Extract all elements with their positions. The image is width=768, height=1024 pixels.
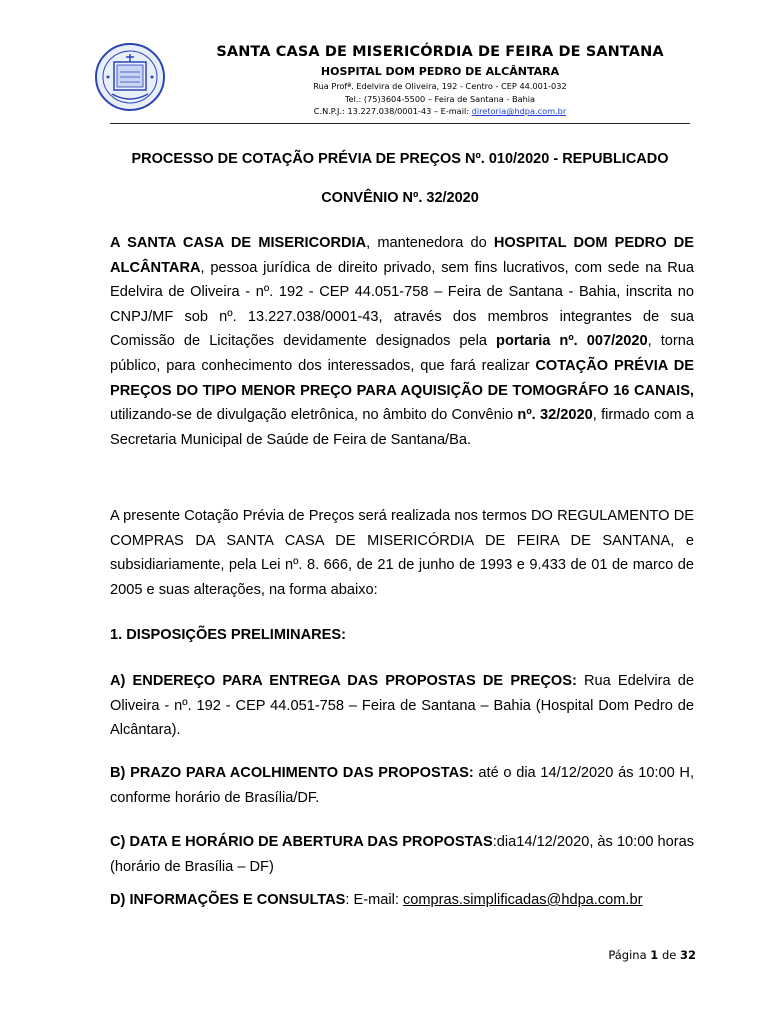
intro-bold-portaria: portaria nº. 007/2020 — [496, 333, 648, 350]
item-a-paragraph — [110, 669, 694, 743]
item-c-paragraph — [110, 830, 694, 879]
page-of: de — [658, 948, 680, 962]
hospital-seal-logo — [94, 42, 166, 112]
intro-text-2: , pessoa jurídica de direito privado, sem fins lucrativos, com sede na Rua Edelvira de Oliveira - nº. 192 - CEP 44.051-758 – Feira de Santana - Bahia, inscrita no CNPJ/MF sob nº. 13.227.038/0001-43, através dos membros integrantes de sua Comissão de Licitações devidamente designados pela — [110, 259, 694, 350]
intro-text-1: , mantenedora do — [366, 235, 494, 251]
item-c-label: C) DATA E HORÁRIO DE ABERTURA DAS PROPOSTAS — [110, 834, 493, 850]
item-c-text: :dia14/12/2020, às 10:00 horas (horário de Brasília – DF) — [110, 834, 695, 875]
institution-name: SANTA CASA DE MISERICÓRDIA DE FEIRA DE SANTANA — [216, 44, 664, 60]
letterhead-phone: Tel.: (75)3604-5500 – Feira de Santana - Bahia — [344, 94, 536, 104]
item-a-label: A) ENDEREÇO PARA ENTREGA DAS PROPOSTAS DE PREÇOS: — [110, 673, 577, 689]
intro-bold-hospital: HOSPITAL DOM PEDRO DE ALCÂNTARA — [110, 235, 694, 276]
item-d-email-link[interactable]: compras.simplificadas@hdpa.com.br — [402, 892, 643, 908]
process-title: PROCESSO DE COTAÇÃO PRÉVIA DE PREÇOS Nº. 010/2020 - REPUBLICADO — [131, 151, 669, 167]
page-label: Página — [608, 948, 651, 962]
total-pages: 32 — [679, 948, 696, 962]
letterhead-email-link[interactable]: diretoria@hdpa.com.br — [471, 106, 567, 116]
item-d-text: : E-mail: — [345, 892, 403, 908]
intro-text-3: , torna público, para conhecimento dos interessados, que fará realizar — [110, 333, 694, 374]
hospital-name: HOSPITAL DOM PEDRO DE ALCÂNTARA — [320, 65, 560, 78]
item-b-label: B) PRAZO PARA ACOLHIMENTO DAS PROPOSTAS: — [110, 765, 474, 781]
intro-text-4: utilizando-se de divulgação eletrônica, no âmbito do Convênio — [110, 407, 518, 424]
item-b-paragraph — [110, 761, 694, 810]
cnpj-text: C.N.P.J.: 13.227.038/0001-43 – E-mail: — [313, 106, 472, 116]
intro-bold-convenio: nº. 32/2020 — [517, 407, 593, 424]
intro-bold-santa-casa: A SANTA CASA DE MISERICORDIA — [110, 235, 367, 251]
section-heading-preliminares: 1. DISPOSIÇÕES PRELIMINARES: — [110, 627, 346, 643]
letterhead-address: Rua Profª. Edelvira de Oliveira, 192 - Centro - CEP 44.001-032 — [313, 81, 567, 91]
intro-bold-cotacao: COTAÇÃO PRÉVIA DE PREÇOS DO TIPO MENOR PREÇO PARA AQUISIÇÃO DE TOMOGRÁFO 16 CANAIS, — [110, 357, 694, 399]
agreement-title: CONVÊNIO Nº. 32/2020 — [321, 190, 479, 206]
header-divider — [110, 123, 690, 124]
intro-paragraph — [110, 231, 694, 452]
letterhead-cnpj-email — [190, 107, 690, 115]
regulation-paragraph: A presente Cotação Prévia de Preços será realizada nos termos DO REGULAMENTO DE COMPRAS DA SANTA CASA DE MISERICÓRDIA DE FEIRA DE SANTANA, e subsidiariamente, pela Lei nº. 8. 666, de 21 de junho de 1993 e 9.433 de 01 de marco de 2005 e suas alterações, na forma abaixo: — [110, 508, 694, 598]
current-page: 1 — [650, 948, 659, 962]
item-b-text: até o dia 14/12/2020 ás 10:00 H, conforme horário de Brasília/DF. — [110, 765, 695, 806]
intro-text-5: , firmado com a Secretaria Municipal de Saúde de Feira de Santana/Ba. — [110, 407, 695, 448]
page-number — [608, 948, 696, 962]
item-d-line — [110, 892, 642, 908]
item-a-text: Rua Edelvira de Oliveira - nº. 192 - CEP 44.051-758 – Feira de Santana – Bahia (Hospital Dom Pedro de Alcântara). — [110, 673, 694, 739]
item-d-label: D) INFORMAÇÕES E CONSULTAS — [110, 892, 346, 908]
